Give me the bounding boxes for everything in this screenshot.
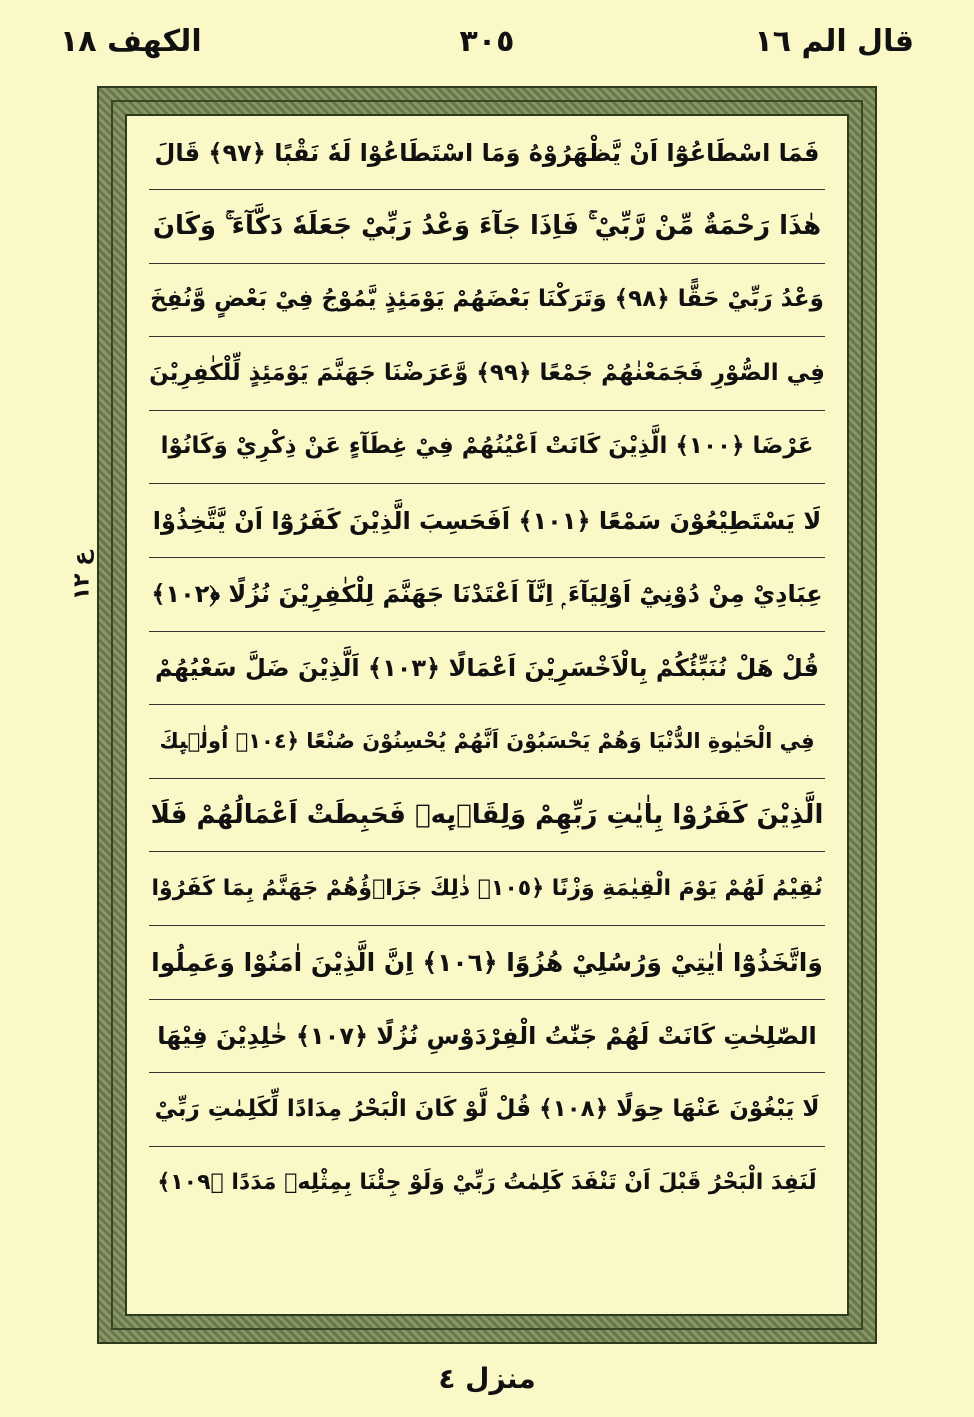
verse-line-14: لَا يَبْغُوْنَ عَنْهَا حِوَلًا ﴿١٠٨﴾ قُلْ لَّوْ كَانَ الْبَحْرُ مِدَادًا لِّكَلِمٰتِ رَبِّيْ — [149, 1073, 825, 1147]
manzil-footer: منزل ٤ — [438, 1362, 536, 1395]
verse-line-12: وَاتَّخَذُوْٓا اٰيٰتِيْ وَرُسُلِيْ هُزُوًا ﴿١٠٦﴾ اِنَّ الَّذِيْنَ اٰمَنُوْا وَعَمِلُوا — [149, 926, 825, 1000]
surah-title: الكهف ١٨ — [60, 24, 202, 59]
verse-line-7: عِبَادِيْ مِنْ دُوْنِيْٓ اَوْلِيَآءَ ۭ اِنَّآ اَعْتَدْنَا جَهَنَّمَ لِلْكٰفِرِيْنَ نُزُلًا ﴿١٠٢﴾ — [149, 558, 825, 632]
verse-line-3: وَعْدُ رَبِّيْ حَقًّا ﴿٩٨﴾ وَتَرَكْنَا بَعْضَهُمْ يَوْمَئِذٍ يَّمُوْجُ فِيْ بَعْضٍ وَّنُفِخَ — [149, 263, 825, 337]
verse-line-9: فِي الْحَيٰوةِ الدُّنْيَا وَهُمْ يَحْسَبُوْنَ اَنَّهُمْ يُحْسِنُوْنَ صُنْعًا ﴿١٠٤﴾ اُولٰۗىِٕكَ — [149, 705, 825, 779]
juz-title: قال الم ١٦ — [754, 24, 914, 59]
verse-line-11: نُقِيْمُ لَهُمْ يَوْمَ الْقِيٰمَةِ وَزْنًا ﴿١٠٥﴾ ذٰلِكَ جَزَاۗؤُهُمْ جَهَنَّمُ بِمَا كَفَرُوْا — [149, 852, 825, 926]
verse-line-8: قُلْ هَلْ نُنَبِّئُكُمْ بِالْاَخْسَرِيْنَ اَعْمَالًا ﴿١٠٣﴾ اَلَّذِيْنَ ضَلَّ سَعْيُهُمْ — [149, 631, 825, 705]
page-number: ٣٠٥ — [459, 24, 515, 59]
verse-line-4: فِي الصُّوْرِ فَجَمَعْنٰهُمْ جَمْعًا ﴿٩٩﴾ وَّعَرَضْنَا جَهَنَّمَ يَوْمَئِذٍ لِّلْكٰفِرِيْنَ — [149, 337, 825, 411]
verse-text-area — [125, 114, 849, 1316]
verse-line-2: هٰذَا رَحْمَةٌ مِّنْ رَّبِّيْ ۚ فَاِذَا جَآءَ وَعْدُ رَبِّيْ جَعَلَهٗ دَكَّآءَ ۚ وَكَانَ — [149, 190, 825, 264]
verse-line-13: الصّٰلِحٰتِ كَانَتْ لَهُمْ جَنّٰتُ الْفِرْدَوْسِ نُزُلًا ﴿١٠٧﴾ خٰلِدِيْنَ فِيْهَا — [149, 999, 825, 1073]
verse-line-15: لَنَفِدَ الْبَحْرُ قَبْلَ اَنْ تَنْفَدَ كَلِمٰتُ رَبِّيْ وَلَوْ جِئْنَا بِمِثْلِهٖ مَدَدًا ﴿١٠٩﴾ — [157, 1170, 817, 1196]
verse-lines — [149, 116, 825, 1314]
verse-line-5: عَرْضَا ﴿١٠٠﴾ الَّذِيْنَ كَانَتْ اَعْيُنُهُمْ فِيْ غِطَآءٍ عَنْ ذِكْرِيْ وَكَانُوْا — [149, 410, 825, 484]
ruku-marker-text: ع ١٢ — [69, 550, 95, 600]
verse-line-6: لَا يَسْتَطِيْعُوْنَ سَمْعًا ﴿١٠١﴾ اَفَحَسِبَ الَّذِيْنَ كَفَرُوْٓا اَنْ يَّتَّخِذُوْا — [149, 484, 825, 558]
verse-line-10: الَّذِيْنَ كَفَرُوْا بِاٰيٰتِ رَبِّهِمْ وَلِقَاۗىِٕهٖ فَحَبِطَتْ اَعْمَالُهُمْ فَلَا — [149, 778, 825, 852]
verse-line-1: فَمَا اسْطَاعُوْٓا اَنْ يَّظْهَرُوْهُ وَمَا اسْتَطَاعُوْا لَهٗ نَقْبًا ﴿٩٧﴾ قَالَ — [149, 116, 825, 190]
page-header — [60, 18, 914, 68]
ruku-marker — [68, 545, 96, 605]
ornamental-frame — [97, 86, 877, 1344]
